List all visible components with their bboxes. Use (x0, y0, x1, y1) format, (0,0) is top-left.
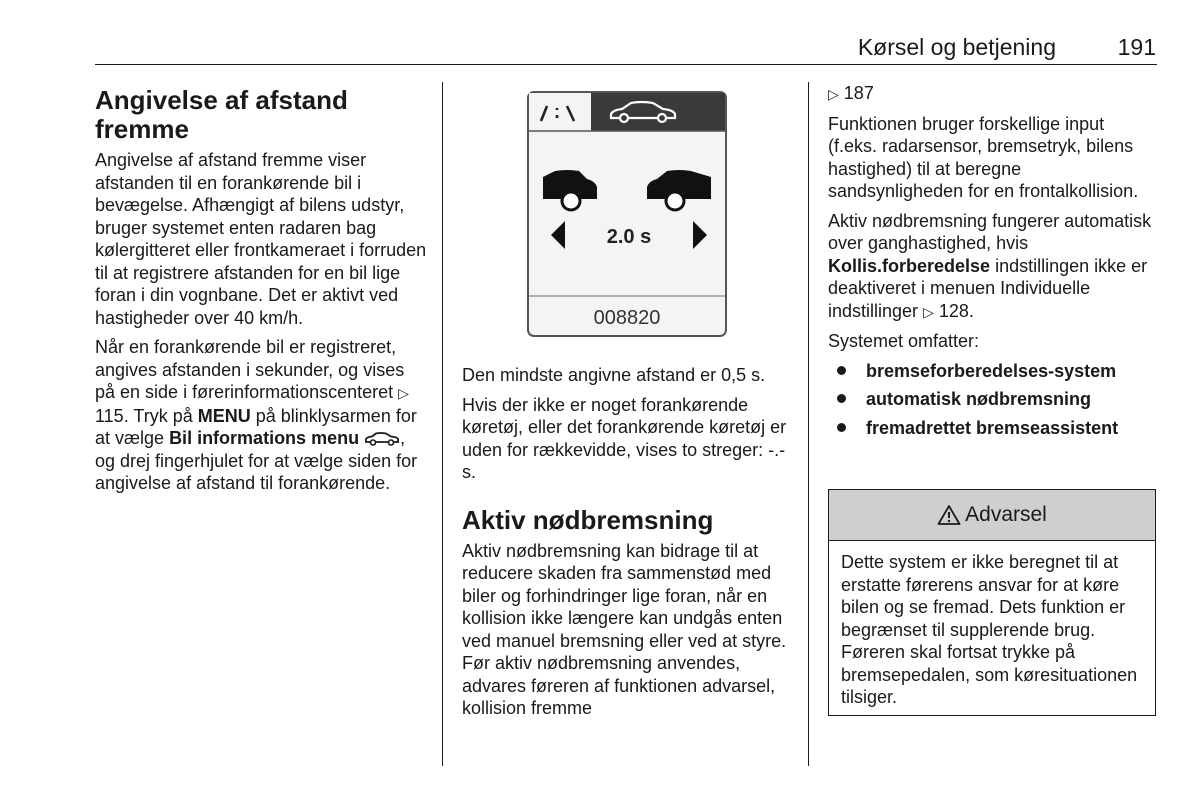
column-1 (95, 86, 427, 502)
section-heading-distance: Angivelse af afstand fremme (95, 85, 348, 144)
car-icon (364, 432, 400, 446)
page-ref[interactable]: 115 (95, 405, 124, 426)
list-item: bremseforberedelses-system (828, 360, 1158, 383)
menu-button-label: MENU (197, 405, 251, 426)
paragraph: Når en forankørende bil er registreret, angives afstanden i sekunder, og vises på en side i førerinformationscenteret ▷ 115. Tryk på MENU på blinklysarmen for at vælge Bil informations menu , og drej fingerhjulet for at vælge siden for angivelse af afstand til forankørende. (95, 337, 418, 493)
page-ref[interactable]: 128 (938, 300, 969, 321)
bullet-icon (837, 423, 846, 432)
warning-text: Dette system er ikke beregnet til at erstatte førerens ansvar for at køre bilen og se fremad. Dets funktion er begrænset til supplerende brug. Føreren skal fortsat trykke på bremsepedalen, som køresituationen tilsiger. (841, 552, 1138, 707)
paragraph: Den mindste angivne afstand er 0,5 s. (462, 365, 766, 385)
list-item: fremadrettet bremseassistent (828, 417, 1158, 440)
triangle-right-icon: ▷ (923, 303, 934, 320)
running-header-title: Kørsel og betjening (857, 34, 1056, 60)
warning-triangle-icon (937, 504, 961, 526)
column-divider-2 (808, 82, 809, 766)
paragraph: Aktiv nødbremsning fungerer automatisk over ganghastighed, hvis Kollis.forberedelse indstillingen ikke er deaktiveret i menuen Individuelle indstillinger ▷ 128. (828, 210, 1152, 321)
paragraph: Hvis der ikke er noget forankørende køretøj, eller det forankørende køretøj er uden for rækkevidde, vises to streger: -.- s. (462, 394, 787, 482)
warning-box (828, 489, 1156, 716)
paragraph: Angivelse af afstand fremme viser afstanden til en forankørende bil i bevægelse. Afhængigt af bilens udstyr, bruger systemet enten radaren bag kølergitteret eller frontkameraet i forruden til at registrere afstanden for en bil lige foran i din vognbane. Det er aktivt ved hastigheder over 40 km/h. (95, 150, 427, 328)
odometer-readout: 008820 (593, 307, 661, 329)
paragraph (828, 82, 1158, 106)
bullet-icon (837, 366, 846, 375)
bil-informations-menu-label: Bil informations menu (169, 428, 360, 448)
list-item: automatisk nødbremsning (828, 388, 1158, 411)
paragraph: Funktionen bruger forskellige input (f.eks. radarsensor, bremsetryk, bilens hastighed) til at beregne sandsynligheden for en frontalkollision. (828, 113, 1139, 201)
column-divider-1 (442, 82, 443, 766)
column-2 (462, 364, 794, 727)
paragraph: Systemet omfatter: (828, 331, 980, 351)
triangle-right-icon: ▷ (398, 385, 409, 401)
header-rule (95, 64, 1157, 65)
triangle-right-icon: ▷ (828, 86, 839, 102)
section-heading-emergency-braking: Aktiv nødbremsning (462, 504, 714, 535)
page-ref[interactable]: 187 (843, 83, 874, 103)
tab-lane (529, 93, 591, 131)
warning-header (829, 490, 1155, 541)
bullet-icon (837, 394, 846, 403)
distance-readout: 2.0 s (606, 226, 652, 248)
warning-title: Advarsel (965, 503, 1047, 526)
page-number: 191 (1117, 34, 1156, 60)
paragraph: Aktiv nødbremsning kan bidrage til at reducere skaden fra sammenstød med biler og forhindringer lige foran, når en kollision ikke længere kan undgås enten ved manuel bremsning eller ved at styre. Før aktiv nødbremsning anvendes, advares føreren af funktionen advarsel, kollision fremme (462, 540, 787, 718)
feature-list (828, 360, 1158, 440)
distance-display-illustration (527, 91, 727, 337)
column-3 (828, 82, 1158, 445)
kollis-forberedelse-label: Kollis.forberedelse (828, 255, 991, 276)
